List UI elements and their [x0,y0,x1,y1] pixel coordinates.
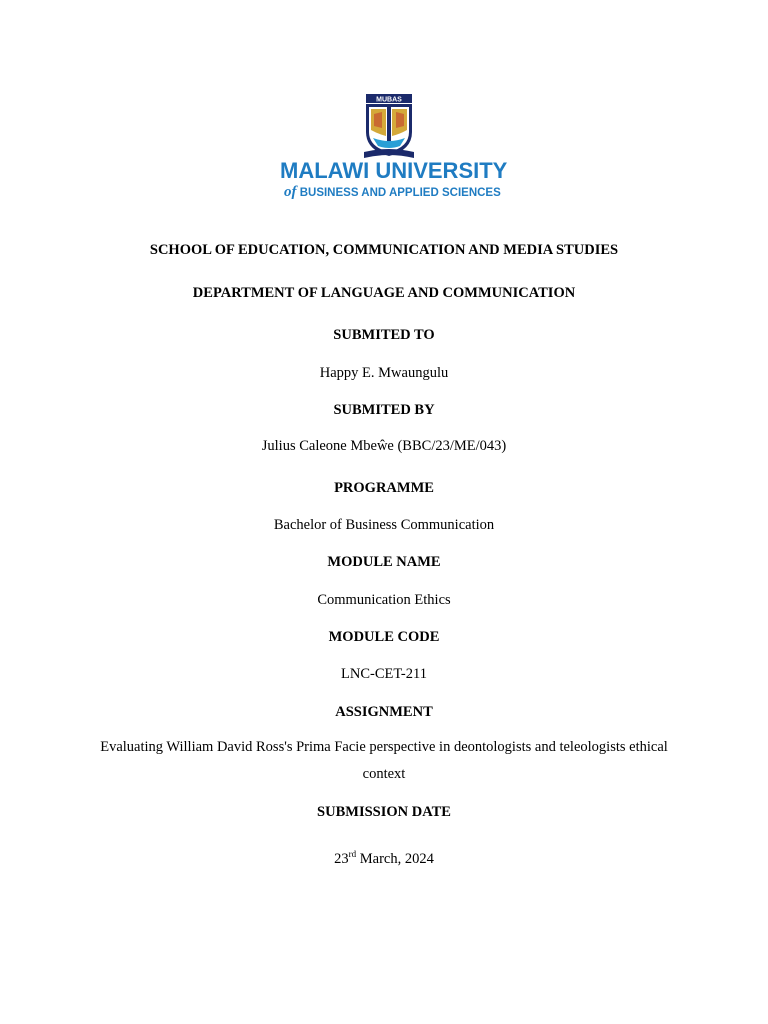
crest-label: MUBAS [376,96,402,104]
module-code-value: LNC-CET-211 [341,666,427,682]
submitted-by-label: SUBMITED BY [333,402,435,418]
programme-value: Bachelor of Business Communication [273,517,495,533]
module-code-label: MODULE CODE [328,629,440,645]
submitted-to-label: SUBMITED TO [333,327,435,343]
department-heading: DEPARTMENT OF LANGUAGE AND COMMUNICATION [192,285,576,301]
school-heading: SCHOOL OF EDUCATION, COMMUNICATION AND MEDIA STUDIES [149,242,619,258]
submission-date-label: SUBMISSION DATE [317,804,451,820]
assignment-title: Evaluating William David Ross's Prima Facie perspective in deontologists and teleologists ethical context [100,739,668,782]
university-logo [280,90,508,208]
logo-subtitle-text: BUSINESS AND APPLIED SCIENCES [299,187,501,199]
submitted-to-value: Happy E. Mwaungulu [319,365,449,381]
logo-subtitle [284,184,501,201]
date-suffix: rd [348,849,357,859]
crest-icon [360,94,418,160]
assignment-label: ASSIGNMENT [335,704,433,720]
logo-title: MALAWI UNIVERSITY [280,158,508,183]
date-rest: March, 2024 [356,850,434,867]
logo-subtitle-of: of [284,184,297,200]
module-name-value: Communication Ethics [317,592,451,608]
date-day: 23 [334,850,349,867]
submission-date-value [0,845,768,868]
submitted-by-value: Julius Caleone Mbeŵe (BBC/23/ME/043) [261,438,507,454]
programme-label: PROGRAMME [334,480,434,496]
module-name-label: MODULE NAME [327,554,441,570]
